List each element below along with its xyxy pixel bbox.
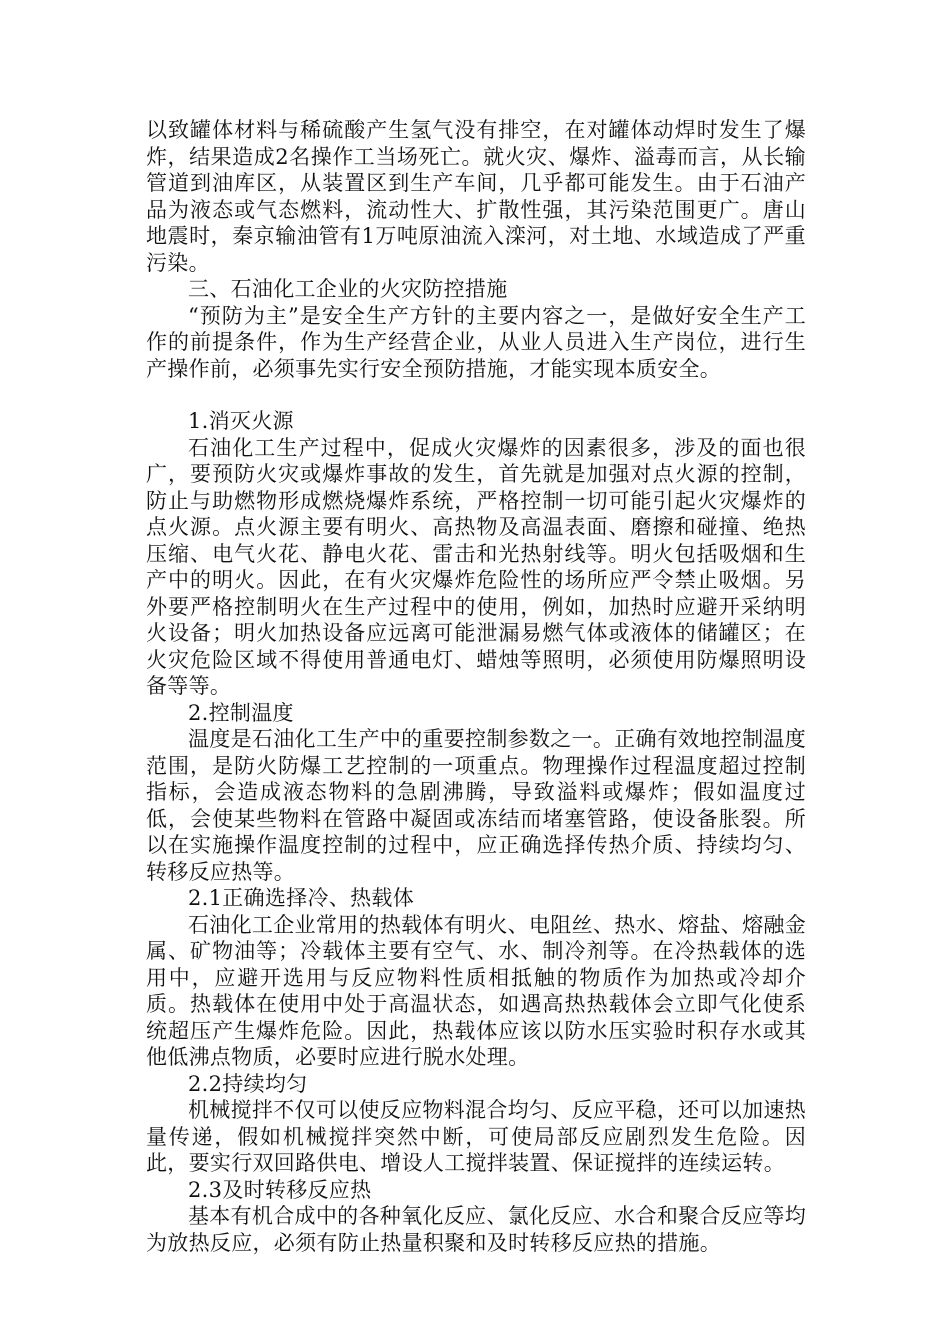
section-1-paragraph: 石油化工生产过程中，促成火灾爆炸的因素很多，涉及的面也很广，要预防火灾或爆炸事故的发生，首先就是加强对点火源的控制，防止与助燃物形成燃烧爆炸系统，严格控制一切可能引起火灾爆炸的点火源。点火源主要有明火、高热物及高温表面、磨擦和碰撞、绝热压缩、电气火花、静电火花、雷击和光热射线等。明火包括吸烟和生产中的明火。因此，在有火灾爆炸危险性的场所应严令禁止吸烟。另外要严格控制明火在生产过程中的使用，例如，加热时应避开采纳明火设备；明火加热设备应远离可能泄漏易燃气体或液体的储罐区；在火灾危险区域不得使用普通电灯、蜡烛等照明，必须使用防爆照明设备等等。	[146, 435, 806, 698]
section-2-3-heading: 2.3及时转移反应热	[188, 1177, 372, 1202]
section-2-paragraph: 温度是石油化工生产中的重要控制参数之一。正确有效地控制温度范围，是防火防爆工艺控制的一项重点。物理操作过程温度超过控制指标，会造成液态物料的急剧沸腾，导致溢料或爆炸；假如温度过低，会使某些物料在管路中凝固或冻结而堵塞管路，使设备胀裂。所以在实施操作温度控制的过程中，应正确选择传热介质、持续均匀、转移反应热等。	[146, 727, 806, 884]
section-2-heading: 2.控制温度	[188, 700, 294, 725]
section-2-3-paragraph: 基本有机合成中的各种氧化反应、氯化反应、水合和聚合反应等均为放热反应，必须有防止热量积聚和及时转移反应热的措施。	[146, 1204, 806, 1255]
section-3-paragraph: “预防为主”是安全生产方针的主要内容之一，是做好安全生产工作的前提条件，作为生产经营企业，从业人员进入生产岗位，进行生产操作前，必须事先实行安全预防措施，才能实现本质安全。	[146, 303, 806, 381]
section-1-heading: 1.消灭火源	[188, 409, 294, 433]
section-2-1-heading: 2.1正确选择冷、热载体	[188, 886, 414, 910]
intro-paragraph: 以致罐体材料与稀硫酸产生氢气没有排空，在对罐体动焊时发生了爆炸，结果造成2名操作工当场死亡。就火灾、爆炸、溢毒而言，从长输管道到油库区，从装置区到生产车间，几乎都可能发生。由于石油产品为液态或气态燃料，流动性大、扩散性强，其污染范围更广。唐山地震时，秦京输油管有1万吨原油流入滦河，对土地、水域造成了严重污染。	[146, 118, 806, 275]
section-3-heading: 三、石油化工企业的火灾防控措施	[188, 277, 508, 301]
document-page	[146, 117, 806, 1256]
section-2-1-paragraph: 石油化工企业常用的热载体有明火、电阻丝、热水、熔盐、熔融金属、矿物油等；冷载体主要有空气、水、制冷剂等。在冷热载体的选用中，应避开选用与反应物料性质相抵触的物质作为加热或冷却介质。热载体在使用中处于高温状态，如遇高热热载体会立即气化使系统超压产生爆炸危险。因此，热载体应该以防水压实验时积存水或其他低沸点物质，必要时应进行脱水处理。	[146, 912, 806, 1069]
section-2-2-heading: 2.2持续均匀	[188, 1071, 308, 1096]
section-2-2-paragraph: 机械搅拌不仅可以使反应物料混合均匀、反应平稳，还可以加速热量传递，假如机械搅拌突然中断，可使局部反应剧烈发生危险。因此，要实行双回路供电、增设人工搅拌装置、保证搅拌的连续运转。	[146, 1098, 806, 1175]
